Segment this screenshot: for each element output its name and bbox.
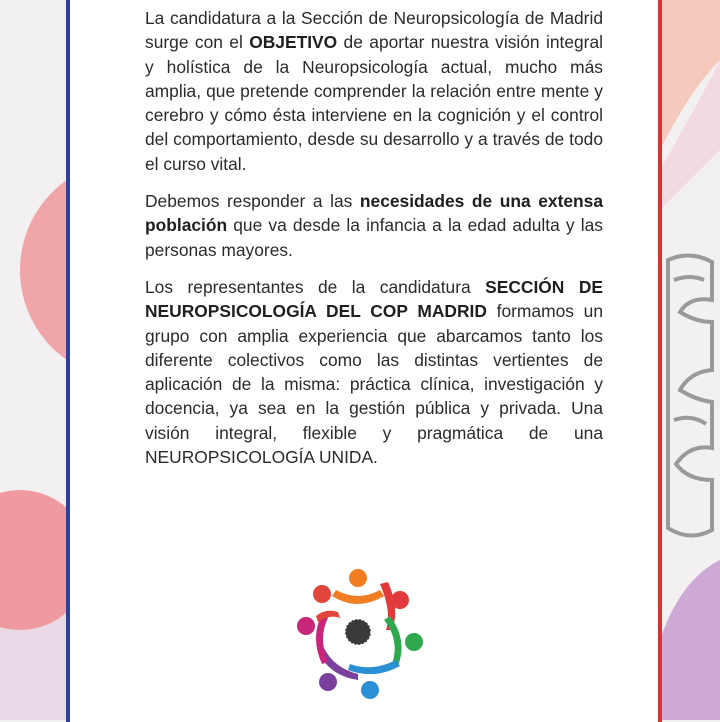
paragraph-objective [145, 6, 603, 176]
text-segment: La candidatura a la Sección de Neuropsicología de Madrid surge con el [145, 8, 603, 53]
text-segment: Debemos responder a las [145, 191, 360, 212]
text-segment: formamos un grupo con amplia experiencia que abarcamos tanto los diferente colectivos como las distintas vertientes de aplicación de la misma: práctica clínica, investigación y docencia, ya sea en la gestión pública y privada. Una visión integral, flexible y pragmática de una NEUROPSICOLOGÍA UNIDA. [145, 301, 603, 468]
highlight-objetivo: OBJETIVO [249, 32, 338, 53]
highlight-section-name: SECCIÓN DE NEUROPSICOLOGÍA DEL COP MADRID [145, 276, 603, 322]
text-segment: de aportar nuestra visión integral y holística de la Neuropsicología actual, mucho más amplia, que pretende comprender la relación entre mente y cerebro y cómo ésta interviene en la cognición y el control del comportamiento, desde su desarrollo y a través de todo el curso vital. [145, 32, 604, 174]
brain-maze-decoration [668, 255, 712, 535]
content-card [66, 0, 662, 722]
body-text [145, 6, 603, 482]
text-segment: Los representantes de la candidatura [145, 276, 486, 297]
highlight-needs: necesidades de una extensa población [145, 191, 603, 236]
paragraph-representatives [145, 275, 603, 469]
paragraph-needs [145, 189, 603, 262]
text-segment: que va desde la infancia a la edad adulta y las personas mayores. [145, 215, 603, 260]
purple-shape-decoration [660, 560, 720, 720]
people-circle-logo-icon [288, 564, 428, 704]
